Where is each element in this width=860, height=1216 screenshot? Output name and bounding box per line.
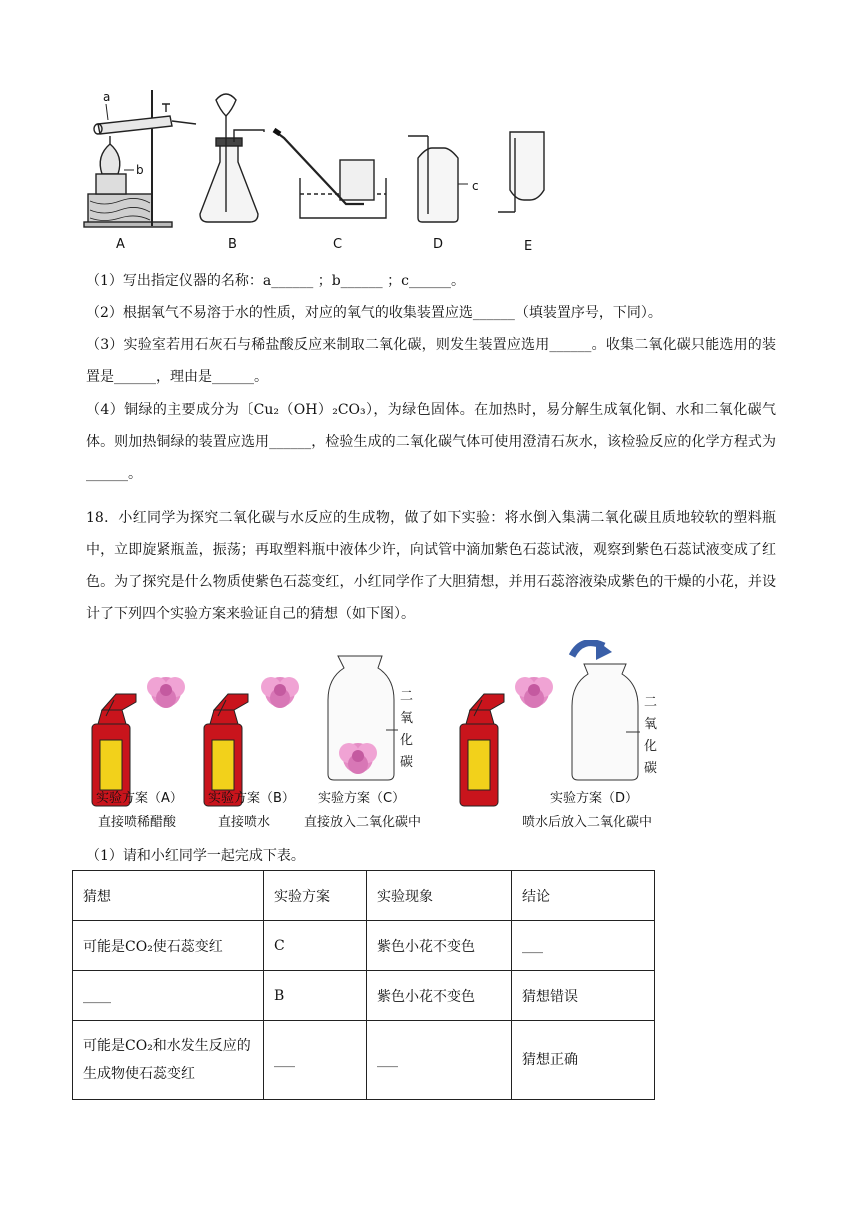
apparatus-b [200,94,264,222]
label-a: a [103,90,111,104]
cell: 可能是CO₂使石蕊变红 [73,921,264,971]
table-row [73,1021,655,1100]
scheme-d-gas-label [644,695,657,776]
apparatus-a [84,90,196,227]
apparatus-c [274,130,386,218]
results-table [72,870,655,1100]
svg-text:化: 化 [644,739,658,754]
table-row [73,921,655,971]
svg-text:化: 化 [400,733,414,748]
cell: 猜想正确 [512,1021,655,1100]
experiment-figure [78,640,698,840]
question-18-1: （1）请和小红同学一起完成下表。 [86,848,305,864]
cell: ____ [73,971,264,1021]
apparatus-figure [78,86,578,256]
svg-text:二: 二 [400,689,414,704]
cell: 可能是CO₂和水发生反应的生成物使石蕊变红 [73,1021,264,1100]
svg-text:碳: 碳 [644,761,658,776]
scheme-d-illustration [460,640,640,806]
cell: ___ [367,1021,512,1100]
svg-text:碳: 碳 [400,755,414,770]
scheme-a-name: 实验方案（A） [96,791,183,806]
problem-18: 18．小红同学为探究二氧化碳与水反应的生成物，做了如下实验：将水倒入集满二氧化碳且质地较软的塑料瓶中，立即旋紧瓶盖，振荡；再取塑料瓶中液体少许，向试管中滴加紫色石蕊试液，观察到紫色石蕊试液变成了红色。为了探究是什么物质使紫色石蕊变红，小红同学作了大胆猜想，并用石蕊溶液染成紫色的干燥的小花，并设计了下列四个实验方案来验证自己的猜想（如下图）。 [86,510,776,622]
question-2: （2）根据氧气不易溶于水的性质，对应的氧气的收集装置应选______（填装置序号，下同）。 [86,305,662,321]
scheme-d-name: 实验方案（D） [550,791,639,806]
cell: C [264,921,367,971]
table-header-row [73,871,655,921]
caption-c: C [333,237,343,252]
cell: ___ [264,1021,367,1100]
header-guess: 猜想 [73,871,264,921]
scheme-c-illustration [328,656,398,780]
header-scheme: 实验方案 [264,871,367,921]
cell: 紫色小花不变色 [367,921,512,971]
scheme-b-illustration [204,677,299,806]
scheme-c-desc: 直接放入二氧化碳中 [304,815,422,830]
svg-text:氧: 氧 [644,717,658,732]
caption-a: A [116,237,125,252]
scheme-c-name: 实验方案（C） [318,791,406,806]
table-row [73,971,655,1021]
caption-d: D [433,237,444,252]
scheme-b-name: 实验方案（B） [208,791,295,806]
scheme-c-gas-label [400,689,413,770]
cell: B [264,971,367,1021]
label-b: b [136,163,144,177]
scheme-b-desc: 直接喷水 [218,815,271,830]
cell: 紫色小花不变色 [367,971,512,1021]
question-4: （4）铜绿的主要成分为〔Cu₂（OH）₂CO₃），为绿色固体。在加热时，易分解生成氧化铜、水和二氧化碳气体。则加热铜绿的装置应选用______，检验生成的二氧化碳气体可使用澄清石灰水，该检验反应的化学方程式为______。 [86,402,776,482]
header-phenomenon: 实验现象 [367,871,512,921]
question-1: （1）写出指定仪器的名称：a______ ；b______ ；c______。 [86,273,465,289]
caption-e: E [524,239,533,254]
cell: 猜想错误 [512,971,655,1021]
caption-b: B [228,237,237,252]
svg-text:氧: 氧 [400,711,414,726]
cell: ___ [512,921,655,971]
scheme-d-desc: 喷水后放入二氧化碳中 [522,815,653,830]
header-conclusion: 结论 [512,871,655,921]
question-3: （3）实验室若用石灰石与稀盐酸反应来制取二氧化碳，则发生装置应选用______。收集二氧化碳只能选用的装置是______，理由是______。 [86,337,776,385]
apparatus-e [498,132,544,212]
svg-text:二: 二 [644,695,658,710]
apparatus-d [408,136,468,222]
scheme-a-desc: 直接喷稀醋酸 [98,815,177,830]
label-c: c [472,179,479,193]
scheme-a-illustration [92,677,185,806]
